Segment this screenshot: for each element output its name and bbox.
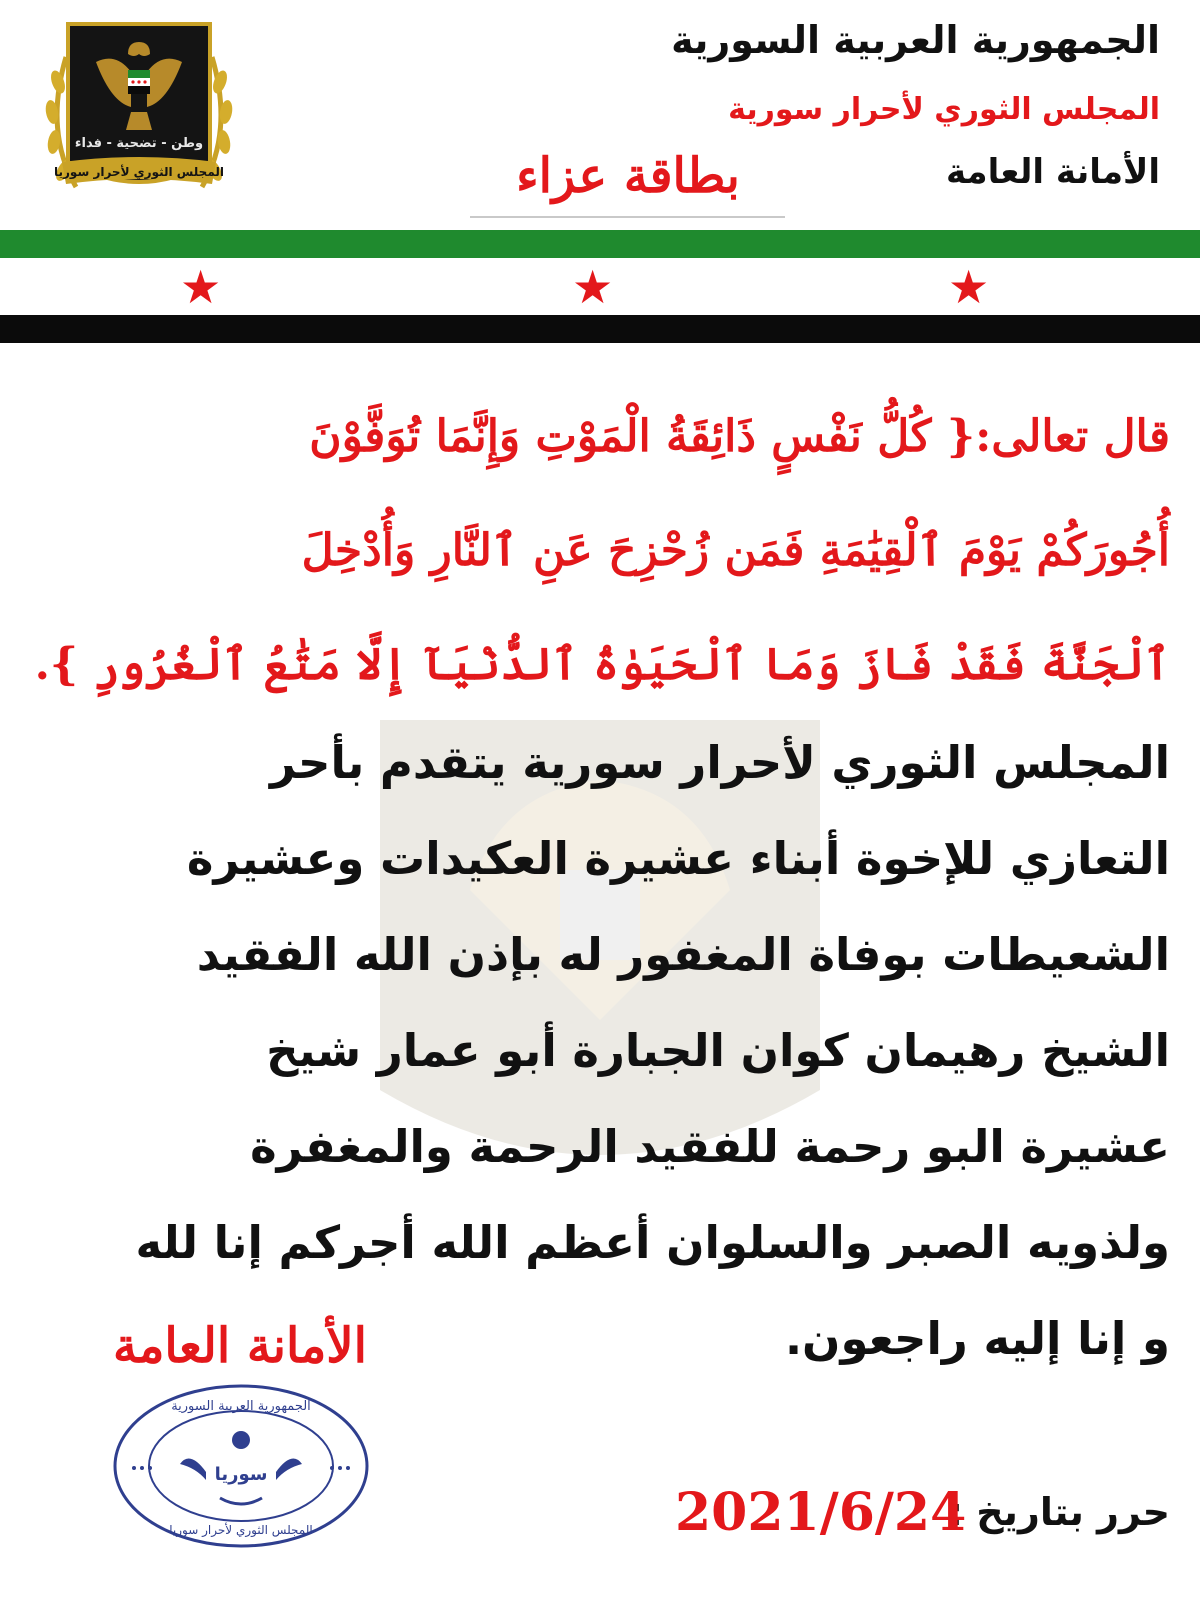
flag-green-stripe xyxy=(0,230,1200,258)
signature: الأمانة العامة xyxy=(112,1318,368,1374)
verse-line: قال تعالى:{ كُلُّ نَفْسٍ ذَائِقَةُ الْمَوْتِ وَإِنَّمَا تُوَفَّوْنَ xyxy=(309,411,1170,462)
message-line: المجلس الثوري لأحرار سورية يتقدم بأحر xyxy=(270,736,1170,789)
flag-star-icon: ★ xyxy=(180,260,222,314)
verse-line: ٱلْجَنَّةَ فَقَدْ فَازَ وَمَا ٱلْحَيَوٰةُ ٱلدُّنْيَآ إِلَّا مَتَٰعُ ٱلْغُرُورِ }. xyxy=(34,639,1170,690)
message-line: الشيخ رهيمان كوان الجبارة أبو عمار شيخ xyxy=(266,1024,1170,1077)
stamp-bottom-text: المجلس الثوري لأحرار سوريا xyxy=(169,1523,313,1537)
header-secretariat: الأمانة العامة xyxy=(945,152,1160,192)
condolence-message xyxy=(30,715,1170,1387)
verse-line: أُجُورَكُمْ يَوْمَ ٱلْقِيَٰمَةِ فَمَن زُحْزِحَ عَنِ ٱلنَّارِ وَأُدْخِلَ xyxy=(301,525,1170,576)
date-value: 2021/6/24 xyxy=(675,1482,967,1543)
council-logo xyxy=(36,12,242,208)
message-line: التعازي للإخوة أبناء عشيرة العكيدات وعشيرة xyxy=(186,832,1170,885)
header-council: المجلس الثوري لأحرار سورية xyxy=(728,92,1160,127)
stamp-top-text: الجمهورية العربية السورية xyxy=(171,1399,311,1414)
flag-star-icon: ★ xyxy=(948,260,990,314)
message-line: الشعيطات بوفاة المغفور له بإذن الله الفقيد xyxy=(196,928,1170,981)
flag-black-stripe xyxy=(0,315,1200,343)
logo-motto: وطن - تضحية - فداء xyxy=(74,136,204,151)
date-label: حرر بتاريخ : xyxy=(947,1490,1170,1534)
message-line: ولذويه الصبر والسلوان أعظم الله أجركم إنا لله xyxy=(135,1216,1170,1269)
message-line: و إنا إليه راجعون. xyxy=(784,1312,1170,1365)
flag-star-icon: ★ xyxy=(572,260,614,314)
logo-name: المجلس الثوري لأحرار سوريا xyxy=(54,165,224,179)
message-line: عشيرة البو رحمة للفقيد الرحمة والمغفرة xyxy=(250,1120,1170,1173)
header-country: الجمهورية العربية السورية xyxy=(671,18,1160,62)
title-underline xyxy=(470,216,785,218)
card-title: بطاقة عزاء xyxy=(516,148,740,204)
verse-block xyxy=(34,380,1170,722)
stamp-center-text: سوريا xyxy=(214,1464,268,1485)
official-stamp xyxy=(110,1380,372,1552)
